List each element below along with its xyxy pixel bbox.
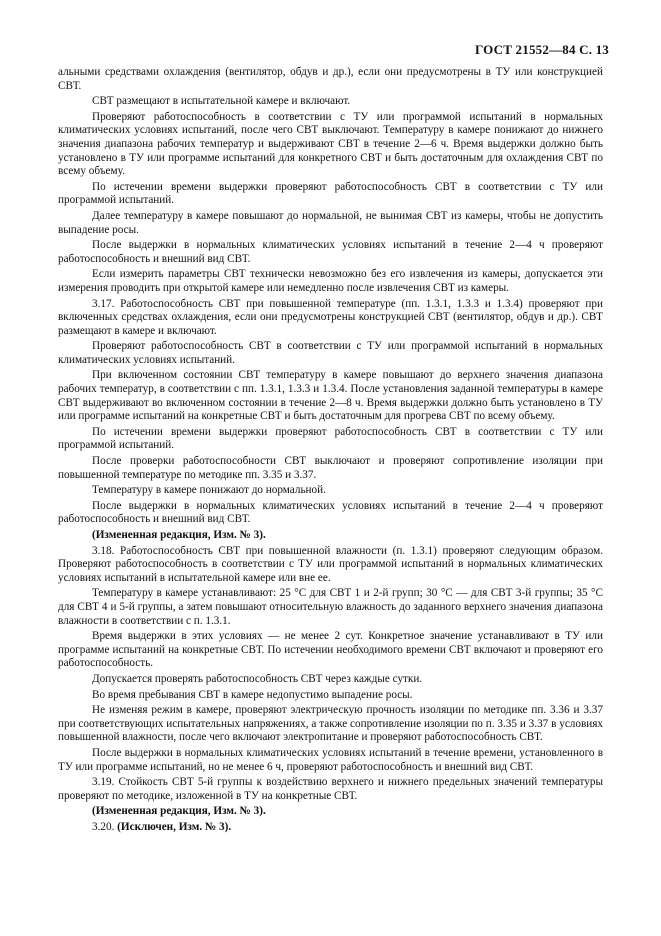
section-3-19: 3.19. Стойкость СВТ 5-й группы к воздействию верхнего и нижнего предельных значений температуры проверяют по методике, изложенной в ТУ на конкретные СВТ. (58, 776, 603, 802)
section-3-20 (58, 821, 603, 835)
paragraph: После выдержки в нормальных климатических условиях испытаний в течение времени, установленного в ТУ или программе испытаний, но не менее 6 ч, проверяют работоспособность и внешний вид СВТ. (58, 746, 603, 773)
amendment-note: (Измененная редакция, Изм. № 3). (92, 805, 266, 818)
paragraph: По истечении времени выдержки проверяют работоспособность СВТ в соответствии с ТУ или программой испытаний. (58, 180, 603, 207)
paragraph: Если измерить параметры СВТ технически невозможно без его извлечения из камеры, допускается эти измерения проводить при открытой камере или немедленно после извлечения СВТ из камеры. (58, 268, 603, 294)
paragraph: По истечении времени выдержки проверяют работоспособность СВТ в соответствии с ТУ или программой испытаний. (58, 425, 603, 452)
paragraph: После выдержки в нормальных климатических условиях испытаний в течение 2—4 ч проверяют работоспособность и внешний вид СВТ. (58, 239, 603, 265)
paragraph: Далее температуру в камере повышают до нормальной, не вынимая СВТ из камеры, чтобы не допустить выпадение росы. (58, 209, 603, 236)
paragraph: Температуру в камере устанавливают: 25 °С для СВТ 1 и 2-й групп; 30 °С — для СВТ 3-й группы; 35 °С для СВТ 4 и 5-й группы, а затем повышают относительную влажность до заданного верхнего значения диапазона влажности в соответствии с п. 1.3.1. (58, 587, 603, 627)
paragraph: Допускается проверять работоспособность СВТ через каждые сутки. (92, 672, 423, 685)
section-3-17: 3.17. Работоспособность СВТ при повышенной температуре (пп. 1.3.1, 1.3.3 и 1.3.4) проверяют при включенных средствах охлаждения, если они предусмотрены конструкцией СВТ (вентилятор, обдув и др.). СВТ размещают в камере и включают. (58, 297, 603, 337)
paragraph: СВТ размещают в испытательной камере и включают. (92, 95, 351, 108)
amendment-note: (Измененная редакция, Изм. № 3). (92, 529, 266, 541)
paragraph: Время выдержки в этих условиях — не менее 2 сут. Конкретное значение устанавливают в ТУ или программе испытаний на конкретные СВТ. По истечении необходимого времени СВТ включают и проверяют его работоспособность. (58, 630, 603, 670)
paragraph: После проверки работоспособности СВТ выключают и проверяют сопротивление изоляции при повышенной температуре по методике пп. 3.35 и 3.37. (58, 455, 603, 481)
paragraph: Проверяют работоспособность СВТ в соответствии с ТУ или программой испытаний в нормальных климатических условиях испытаний. (58, 340, 603, 366)
paragraph: Проверяют работоспособность в соответствии с ТУ или программой испытаний в нормальных климатических условиях испытаний, после чего СВТ выключают. Температуру в камере понижают до нижнего значения диапазона рабочих температур и выдерживают СВТ в течение 2—6 ч. Время выдержки должно быть установлено в ТУ или программе испытаний для конкретного СВТ и быть достаточным для охлаждения СВТ по всему объему. (58, 110, 603, 178)
paragraph: Во время пребывания СВТ в камере недопустимо выпадение росы. (92, 688, 413, 701)
section-3-18: 3.18. Работоспособность СВТ при повышенной влажности (п. 1.3.1) проверяют следующим образом. Проверяют работоспособность в соответствии с ТУ или программой испытаний в нормальных климатических условиях испытаний в испытательной камере или вне ее. (58, 544, 603, 584)
excluded-note: (Исключен, Изм. № 3). (117, 820, 232, 833)
document-body (58, 66, 603, 836)
paragraph: Температуру в камере понижают до нормальной. (92, 484, 326, 497)
section-number: 3.20. (92, 820, 115, 833)
paragraph: При включенном состоянии СВТ температуру в камере повышают до верхнего значения диапазона рабочих температур, в соответствии с пп. 1.3.1, 1.3.3 и 1.3.4. После установления заданной температуры в камере СВТ выдерживают во включенном состоянии в течение 2—8 ч. Время выдержки должно быть установлено в ТУ или программе испытаний на конкретные СВТ и быть достаточным для прогрева СВТ по всему объему. (58, 369, 603, 423)
paragraph: альными средствами охлаждения (вентилятор, обдув и др.), если они предусмотрены в ТУ или конструкцией СВТ. (58, 66, 603, 92)
paragraph: После выдержки в нормальных климатических условиях испытаний в течение 2—4 ч проверяют работоспособность и внешний вид СВТ. (58, 499, 603, 526)
paragraph: Не изменяя режим в камере, проверяют электрическую прочность изоляции по методике пп. 3.36 и 3.37 при соответствующих испытательных напряжениях, а также сопротивление изоляции по п. 3.35 и 3.37 в условиях повышенной влажности, после чего включают электропитание и проверяют работоспособность СВТ. (58, 704, 603, 744)
page-header: ГОСТ 21552—84 С. 13 (475, 42, 609, 57)
